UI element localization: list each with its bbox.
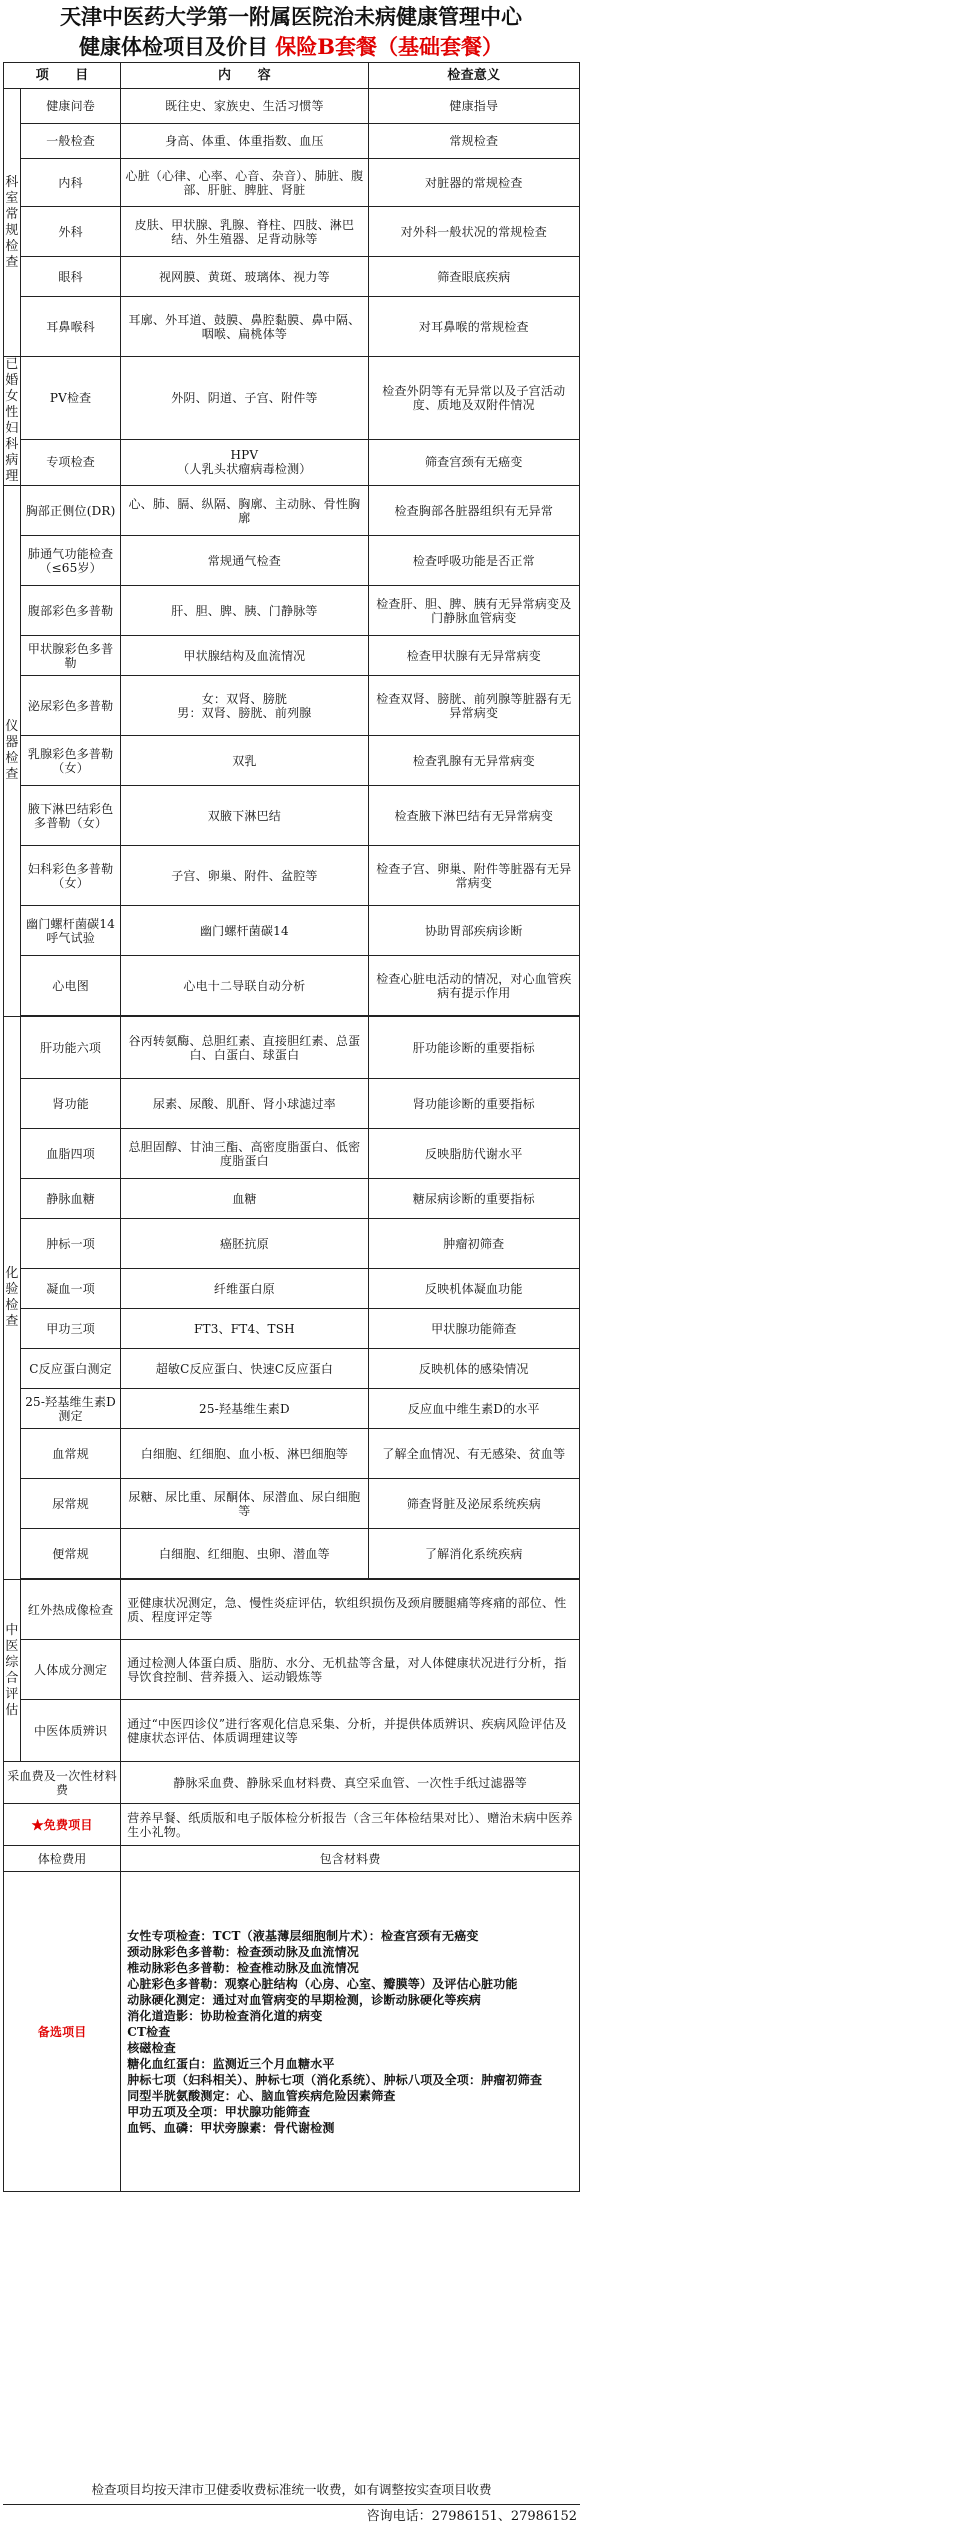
item-content: 子宫、卵巢、附件、盆腔等	[121, 846, 368, 906]
item-meaning: 检查乳腺有无异常病变	[368, 736, 579, 786]
list-item: 椎动脉彩色多普勒：检查椎动脉及血流情况	[127, 1960, 359, 1975]
item-meaning: 健康指导	[368, 89, 579, 124]
item-meaning: 检查甲状腺有无异常病变	[368, 636, 579, 676]
item-content: 营养早餐、纸质版和电子版体检分析报告（含三年体检结果对比）、赠治未病中医养生小礼物。	[121, 1804, 580, 1846]
list-item: 消化道造影：协助检查消化道的病变	[127, 2008, 323, 2023]
table-row	[4, 207, 580, 257]
item-name: 25-羟基维生素D测定	[21, 1389, 121, 1429]
table-row	[4, 1804, 580, 1846]
item-name: 尿常规	[21, 1479, 121, 1529]
item-content: 既往史、家族史、生活习惯等	[121, 89, 368, 124]
table-row	[4, 1017, 580, 1079]
item-meaning: 对外科一般状况的常规检查	[368, 207, 579, 257]
table-row	[4, 786, 580, 846]
item-meaning: 糖尿病诊断的重要指标	[368, 1179, 579, 1219]
header-content: 内 容	[121, 63, 368, 89]
item-meaning: 检查呼吸功能是否正常	[368, 536, 579, 586]
optional-items-label: 备选项目	[4, 1872, 121, 2192]
item-content: 总胆固醇、甘油三酯、高密度脂蛋白、低密度脂蛋白	[121, 1129, 368, 1179]
item-name: 肿标一项	[21, 1219, 121, 1269]
item-meaning: 对脏器的常规检查	[368, 159, 579, 207]
item-name: 耳鼻喉科	[21, 297, 121, 357]
list-item: 肿标七项（妇科相关）、肿标七项（消化系统）、肿标八项及全项：肿瘤初筛查	[127, 2072, 543, 2087]
item-content: 身高、体重、体重指数、血压	[121, 124, 368, 159]
table-row	[4, 89, 580, 124]
item-meaning: 肿瘤初筛查	[368, 1219, 579, 1269]
item-meaning: 检查腋下淋巴结有无异常病变	[368, 786, 579, 846]
package-name: 保险B套餐（基础套餐）	[275, 34, 504, 59]
table-row	[4, 1349, 580, 1389]
table-row	[4, 1079, 580, 1129]
list-item: 核磁检查	[127, 2040, 176, 2055]
table-row	[4, 736, 580, 786]
item-name: 妇科彩色多普勒（女）	[21, 846, 121, 906]
table-row	[4, 586, 580, 636]
table-row	[4, 439, 580, 485]
category-lab: 化验检查	[4, 1017, 21, 1580]
item-name: 甲功三项	[21, 1309, 121, 1349]
table-row	[4, 486, 580, 536]
item-content: 白细胞、红细胞、血小板、淋巴细胞等	[121, 1429, 368, 1479]
category-female: 已婚女性妇科病理	[5, 357, 19, 484]
table-row	[4, 636, 580, 676]
list-item: 糖化血红蛋白：监测近三个月血糖水平	[127, 2056, 335, 2071]
item-content	[121, 439, 368, 485]
table-row	[4, 1762, 580, 1804]
item-name: 眼科	[21, 257, 121, 297]
table-row	[4, 1846, 580, 1872]
table-header-row	[4, 63, 580, 89]
item-meaning: 检查肝、胆、脾、胰有无异常病变及门静脉血管病变	[368, 586, 579, 636]
list-item: 同型半胱氨酸测定：心、脑血管疾病危险因素筛查	[127, 2088, 396, 2103]
item-name: 静脉血糖	[21, 1179, 121, 1219]
item-content: 心脏（心律、心率、心音、杂音）、肺脏、腹部、肝脏、脾脏、肾脏	[121, 159, 368, 207]
item-content: 尿糖、尿比重、尿酮体、尿潜血、尿白细胞等	[121, 1479, 368, 1529]
item-name: 人体成分测定	[21, 1640, 121, 1700]
table-row	[4, 1269, 580, 1309]
item-name: 一般检查	[21, 124, 121, 159]
item-name: 便常规	[21, 1529, 121, 1579]
item-name: PV检查	[21, 357, 121, 440]
table-row	[4, 1219, 580, 1269]
contact-phone: 咨询电话：27986151、27986152	[366, 2509, 577, 2524]
item-name: 腋下淋巴结彩色多普勒（女）	[21, 786, 121, 846]
item-name: 泌尿彩色多普勒	[21, 676, 121, 736]
item-meaning: 对耳鼻喉的常规检查	[368, 297, 579, 357]
hpv-label: HPV	[230, 448, 259, 463]
table-row	[4, 297, 580, 357]
item-meaning: 协助胃部疾病诊断	[368, 906, 579, 956]
item-content: 双腋下淋巴结	[121, 786, 368, 846]
item-content: 双乳	[121, 736, 368, 786]
item-meaning: 甲状腺功能筛查	[368, 1309, 579, 1349]
item-name: 肝功能六项	[21, 1017, 121, 1079]
divider	[3, 2504, 580, 2505]
table-row	[4, 536, 580, 586]
item-content: 谷丙转氨酶、总胆红素、直接胆红素、总蛋白、白蛋白、球蛋白	[121, 1017, 368, 1079]
items-table	[3, 62, 580, 2192]
item-name: 甲状腺彩色多普勒	[21, 636, 121, 676]
item-name: 体检费用	[4, 1846, 121, 1872]
list-item: 动脉硬化测定：通过对血管病变的早期检测，诊断动脉硬化等疾病	[127, 1992, 481, 2007]
item-content: 通过检测人体蛋白质、脂肪、水分、无机盐等含量，对人体健康状况进行分析，指导饮食控制、营养摄入、运动锻炼等	[121, 1640, 580, 1700]
list-item: 甲功五项及全项：甲状腺功能筛查	[127, 2104, 311, 2119]
item-meaning: 反映脂肪代谢水平	[368, 1129, 579, 1179]
header-meaning: 检查意义	[368, 63, 579, 89]
item-meaning: 检查双肾、膀胱、前列腺等脏器有无异常病变	[368, 676, 579, 736]
item-meaning: 筛查眼底疾病	[368, 257, 579, 297]
item-content: 癌胚抗原	[121, 1219, 368, 1269]
item-content: 肝、胆、脾、胰、门静脉等	[121, 586, 368, 636]
item-name: 腹部彩色多普勒	[21, 586, 121, 636]
item-name: 肺通气功能检查（≤65岁）	[21, 536, 121, 586]
item-name: 健康问卷	[21, 89, 121, 124]
item-meaning: 了解消化系统疾病	[368, 1529, 579, 1579]
item-content: 常规通气检查	[121, 536, 368, 586]
item-name: 中医体质辨识	[21, 1700, 121, 1762]
item-content: 甲状腺结构及血流情况	[121, 636, 368, 676]
urinary-female: 女：双肾、膀胱	[201, 691, 288, 706]
item-name: 专项检查	[21, 439, 121, 485]
item-meaning: 常规检查	[368, 124, 579, 159]
item-meaning: 检查子宫、卵巢、附件等脏器有无异常病变	[368, 846, 579, 906]
item-content: 耳廓、外耳道、鼓膜、鼻腔黏膜、鼻中隔、咽喉、扁桃体等	[121, 297, 368, 357]
item-content: 超敏C反应蛋白、快速C反应蛋白	[121, 1349, 368, 1389]
billing-note: 检查项目均按天津市卫健委收费标准统一收费，如有调整按实查项目收费	[91, 2482, 492, 2497]
item-name: 心电图	[21, 956, 121, 1016]
table-row	[4, 357, 580, 440]
item-meaning: 反映机体凝血功能	[368, 1269, 579, 1309]
item-name: C反应蛋白测定	[21, 1349, 121, 1389]
item-name: 内科	[21, 159, 121, 207]
item-content: 尿素、尿酸、肌酐、肾小球滤过率	[121, 1079, 368, 1129]
table-row	[4, 1429, 580, 1479]
list-item: 颈动脉彩色多普勒：检查颈动脉及血流情况	[127, 1944, 359, 1959]
item-name: 胸部正侧位(DR)	[21, 486, 121, 536]
page-subtitle	[0, 32, 582, 62]
category-routine: 科室常规检查	[4, 89, 21, 357]
item-name: 乳腺彩色多普勒（女）	[21, 736, 121, 786]
table-row	[4, 956, 580, 1016]
item-name: 幽门螺杆菌碳14呼气试验	[21, 906, 121, 956]
optional-items-list	[121, 1872, 580, 2192]
item-content: 视网膜、黄斑、玻璃体、视力等	[121, 257, 368, 297]
item-content: 外阴、阴道、子宫、附件等	[121, 357, 368, 440]
item-meaning: 检查外阴等有无异常以及子宫活动度、质地及双附件情况	[368, 357, 579, 440]
table-row	[4, 676, 580, 736]
hpv-description: （人乳头状瘤病毒检测）	[177, 462, 312, 477]
table-row	[4, 1129, 580, 1179]
item-name: 红外热成像检查	[21, 1580, 121, 1640]
item-content	[121, 676, 368, 736]
item-content: 通过“中医四诊仪”进行客观化信息采集、分析，并提供体质辨识、疾病风险评估及健康状态评估、体质调理建议等	[121, 1700, 580, 1762]
item-meaning: 检查胸部各脏器组织有无异常	[368, 486, 579, 536]
category-instrument: 仪器检查	[4, 486, 21, 1017]
item-name: 凝血一项	[21, 1269, 121, 1309]
list-item: 女性专项检查：TCT（液基薄层细胞制片术）：检查宫颈有无癌变	[127, 1928, 479, 1943]
item-content: 亚健康状况测定，急、慢性炎症评估，软组织损伤及颈肩腰腿痛等疼痛的部位、性质、程度评定等	[121, 1580, 580, 1640]
table-row	[4, 846, 580, 906]
item-meaning: 反映机体的感染情况	[368, 1349, 579, 1389]
item-content: 25-羟基维生素D	[121, 1389, 368, 1429]
free-items-label: ★免费项目	[4, 1804, 121, 1846]
item-name: 血常规	[21, 1429, 121, 1479]
list-item: 血钙、血磷：甲状旁腺素：骨代谢检测	[127, 2120, 335, 2135]
item-meaning: 筛查肾脏及泌尿系统疾病	[368, 1479, 579, 1529]
item-content: 血糖	[121, 1179, 368, 1219]
item-meaning: 筛查宫颈有无癌变	[368, 439, 579, 485]
item-meaning: 肾功能诊断的重要指标	[368, 1079, 579, 1129]
table-row	[4, 1640, 580, 1700]
table-row	[4, 1580, 580, 1640]
list-item: CT检查	[127, 2024, 171, 2039]
table-row	[4, 1529, 580, 1579]
table-row	[4, 257, 580, 297]
urinary-male: 男：双肾、膀胱、前列腺	[177, 705, 312, 720]
item-name: 外科	[21, 207, 121, 257]
item-name: 肾功能	[21, 1079, 121, 1129]
item-content: 纤维蛋白原	[121, 1269, 368, 1309]
item-meaning: 反应血中维生素D的水平	[368, 1389, 579, 1429]
item-content: 幽门螺杆菌碳14	[121, 906, 368, 956]
item-name: 血脂四项	[21, 1129, 121, 1179]
subtitle-prefix: 健康体检项目及价目	[78, 34, 276, 59]
item-content: 皮肤、甲状腺、乳腺、脊柱、四肢、淋巴结、外生殖器、足背动脉等	[121, 207, 368, 257]
table-row	[4, 1872, 580, 2192]
item-name: 采血费及一次性材料费	[4, 1762, 121, 1804]
item-meaning: 了解全血情况、有无感染、贫血等	[368, 1429, 579, 1479]
item-content: FT3、FT4、TSH	[121, 1309, 368, 1349]
item-meaning: 肝功能诊断的重要指标	[368, 1017, 579, 1079]
table-row	[4, 1479, 580, 1529]
table-row	[4, 906, 580, 956]
item-content: 心电十二导联自动分析	[121, 956, 368, 1016]
item-content: 心、肺、膈、纵隔、胸廓、主动脉、骨性胸廓	[121, 486, 368, 536]
table-row	[4, 124, 580, 159]
table-row	[4, 159, 580, 207]
item-meaning: 检查心脏电活动的情况，对心血管疾病有提示作用	[368, 956, 579, 1016]
table-row	[4, 1309, 580, 1349]
item-content: 白细胞、红细胞、虫卵、潜血等	[121, 1529, 368, 1579]
page-title: 天津中医药大学第一附属医院治未病健康管理中心	[60, 4, 522, 29]
table-row	[4, 1179, 580, 1219]
list-item: 心脏彩色多普勒：观察心脏结构（心房、心室、瓣膜等）及评估心脏功能	[127, 1976, 518, 1991]
table-row	[4, 1389, 580, 1429]
item-content: 静脉采血费、静脉采血材料费、真空采血管、一次性手纸过滤器等	[121, 1762, 580, 1804]
item-content: 包含材料费	[121, 1846, 580, 1872]
category-tcm: 中医综合评估	[4, 1580, 21, 1762]
header-item: 项 目	[4, 63, 121, 89]
table-row	[4, 1700, 580, 1762]
